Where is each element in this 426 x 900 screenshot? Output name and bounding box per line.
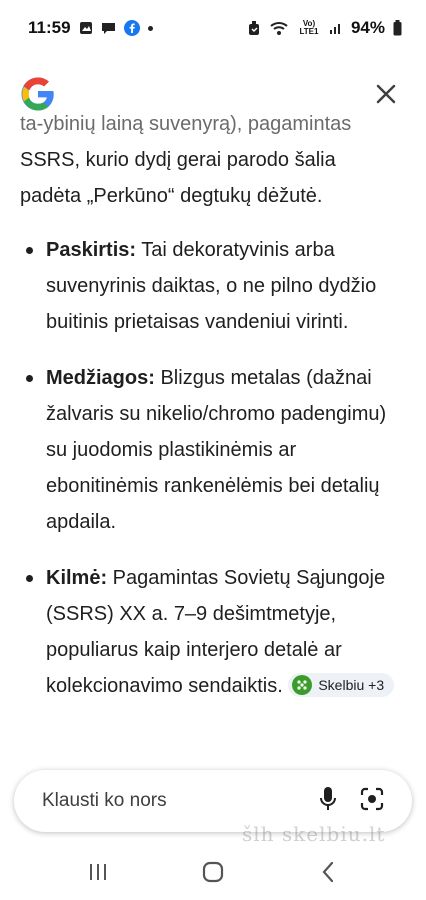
back-chevron-icon — [321, 861, 335, 888]
system-navigation-bar — [0, 848, 426, 900]
list-item-paskirtis — [20, 232, 402, 340]
close-icon — [375, 83, 397, 110]
list-item-kilme — [20, 560, 402, 704]
recent-apps-button[interactable] — [68, 852, 128, 896]
back-button[interactable] — [298, 852, 358, 896]
watermark: šlh skelbiu.lt — [242, 822, 386, 846]
description: Pagamintas Sovietų Sąjungoje (SSRS) XX a. 7–9 dešimtmetyje, populiarus kaip interjero detalė ar kolekcionavimo sendaiktis. — [46, 567, 386, 697]
source-chip-label: Skelbiu +3 — [318, 676, 385, 693]
notification-dot-icon — [148, 26, 153, 31]
source-chip[interactable] — [288, 673, 394, 697]
intro-paragraph — [20, 112, 402, 214]
alarm-icon — [247, 20, 261, 36]
signal-icon — [297, 20, 321, 36]
term: Medžiagos: — [46, 367, 155, 389]
close-button[interactable] — [366, 76, 406, 116]
wifi-icon — [269, 20, 289, 36]
intro-text: SSRS, kurio dydį gerai parodo šalia padėta „Perkūno“ degtukų dėžutė. — [20, 149, 336, 207]
lens-search-button[interactable] — [350, 779, 394, 823]
signal-bars-icon — [329, 21, 343, 35]
camera-lens-icon — [360, 787, 384, 816]
intro-clipped-line: ta-ybinių lainą suvenyrą), pagamintas — [20, 113, 352, 135]
list-item-medziagos — [20, 360, 402, 540]
description: Tai dekoratyvinis arba suvenyrinis daiktas, o ne pilno dydžio buitinis prietaisas vandeniui virinti. — [46, 239, 377, 333]
home-icon — [202, 861, 224, 888]
skelbiu-logo-icon — [292, 675, 312, 695]
term: Paskirtis: — [46, 239, 137, 261]
status-bar — [0, 0, 426, 56]
recent-apps-icon — [88, 863, 108, 886]
status-time: 11:59 — [28, 18, 71, 37]
ask-input[interactable] — [42, 790, 306, 812]
battery-icon — [393, 20, 402, 36]
home-button[interactable] — [183, 852, 243, 896]
network-label: Vo) LTE1 — [299, 19, 319, 36]
microphone-icon — [319, 786, 337, 817]
message-icon — [101, 21, 116, 35]
gallery-icon — [79, 21, 93, 35]
voice-search-button[interactable] — [306, 779, 350, 823]
description: Blizgus metalas (dažnai žalvaris su nikelio/chromo padengimu) su juodomis plastikinėmis ar ebonitinėmis rankenėlėmis bei detalių apdaila. — [46, 367, 387, 533]
term: Kilmė: — [46, 567, 108, 589]
bullet-list — [20, 232, 402, 704]
google-logo-icon — [20, 76, 56, 117]
battery-percent: 94% — [350, 18, 385, 37]
answer-content — [0, 112, 426, 762]
facebook-icon — [124, 20, 140, 36]
